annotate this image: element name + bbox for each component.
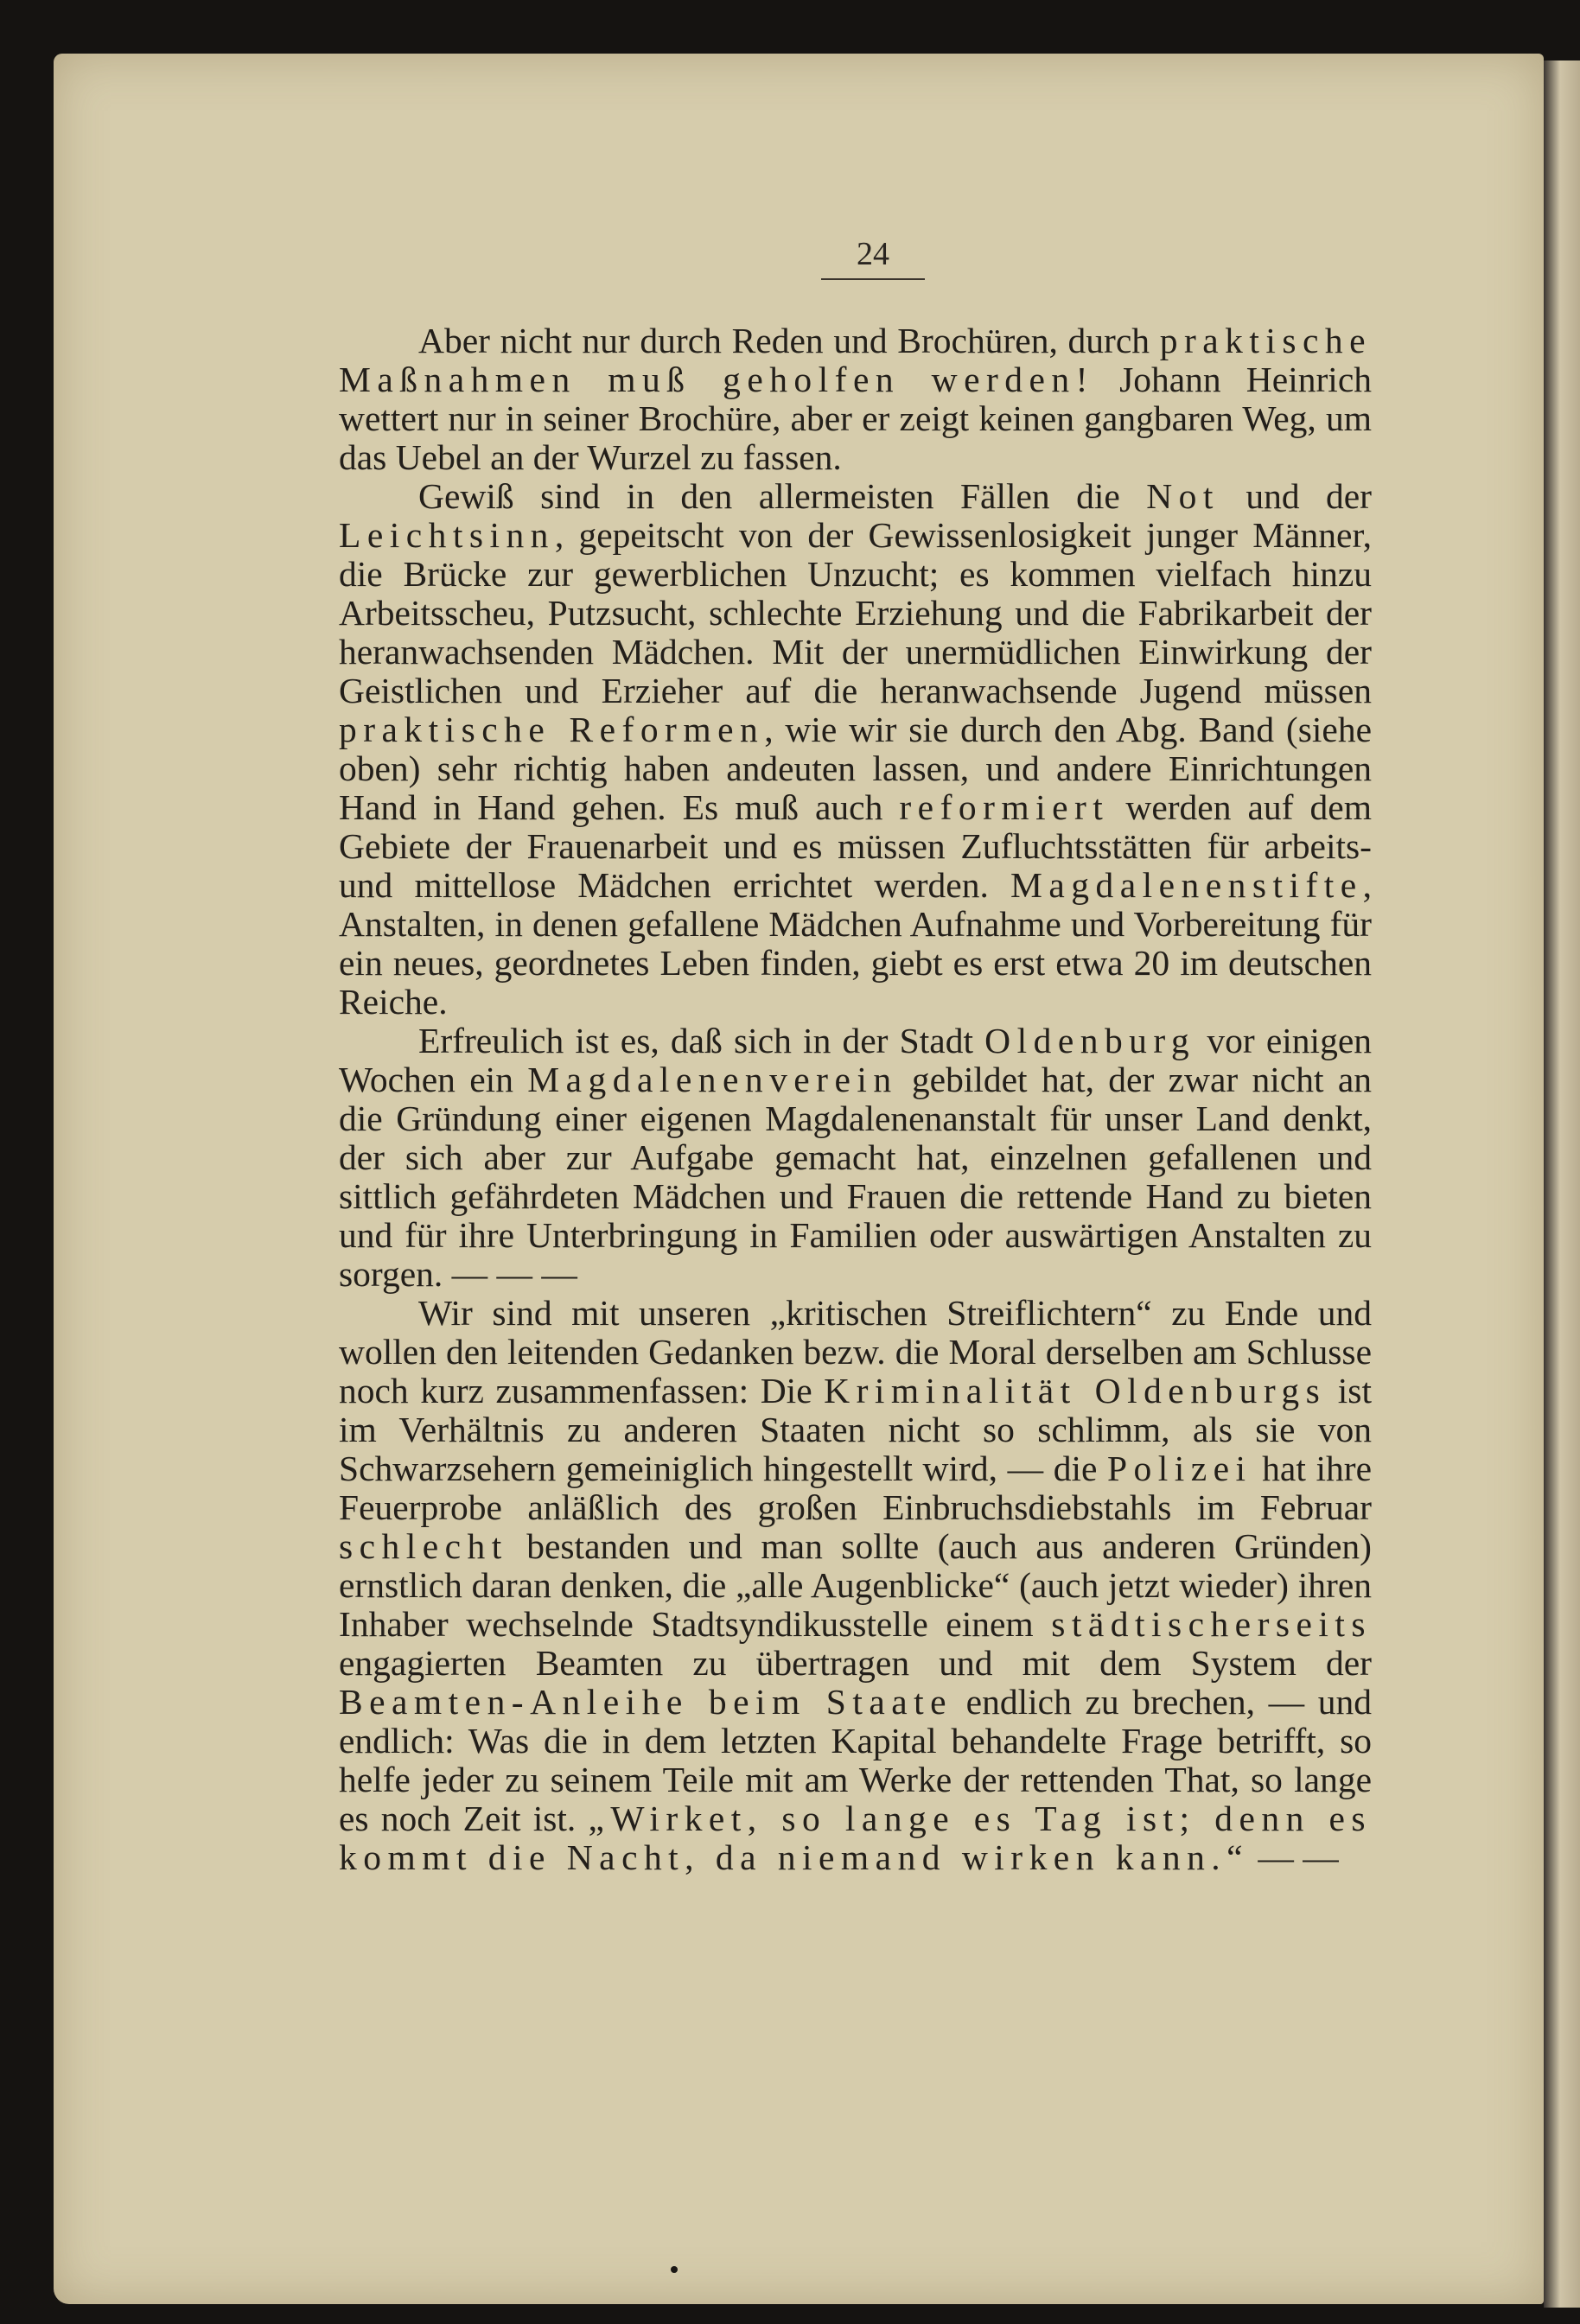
emphasis-text: praktische Maßnahmen muß geholfen werden! — [339, 321, 1372, 399]
emphasis-text: reformiert — [899, 787, 1110, 827]
paragraph-3: Erfreulich ist es, daß sich in der Stadt Oldenburg vor einigen Wochen ein Magdalenenverein gebildet hat, der zwar nicht an die Gründung einer eigenen Magdalenenanstalt für unser Land denkt, der sich aber zur Aufgabe gemacht hat, einzelnen gefallenen und sittlich gefährdeten Mädchen und Frauen die rettende Hand zu bieten und für ihre Unterbringung in Familien oder auswärtigen Anstalten zu sorgen. — — — — [339, 1021, 1372, 1294]
emphasis-text: städtischerseits — [1051, 1604, 1372, 1644]
paragraph-1: Aber nicht nur durch Reden und Brochüren, durch praktische Maßnahmen muß geholfen werden! Johann Heinrich wettert nur in seiner Brochüre, aber er zeigt keinen gangbaren Weg, um das Uebel an der Wurzel zu fassen. — [339, 321, 1372, 477]
emphasis-text: Magdalenenverein — [527, 1060, 898, 1099]
next-page-edge — [1544, 60, 1580, 2308]
emphasis-text: Polizei — [1107, 1449, 1252, 1488]
paragraph-2: Gewiß sind in den allermeisten Fällen die Not und der Leichtsinn, gepeitscht von der Gewissenlosigkeit junger Männer, die Brücke zur gewerblichen Unzucht; es kommen vielfach hinzu Arbeitsscheu, Putzsucht, schlechte Erziehung und die Fabrikarbeit der heranwachsenden Mädchen. Mit der unermüdlichen Einwirkung der Geistlichen und Erzieher auf die heranwachsende Jugend müssen praktische Reformen, wie wir sie durch den Abg. Band (siehe oben) sehr richtig haben andeuten lassen, und andere Einrichtungen Hand in Hand gehen. Es muß auch reformiert werden auf dem Gebiete der Frauenarbeit und es müssen Zufluchtsstätten für arbeits- und mittellose Mädchen errichtet werden. Magdalenenstifte, Anstalten, in denen gefallene Mädchen Aufnahme und Vorbereitung für ein neues, geordnetes Leben finden, giebt es erst etwa 20 im deutschen Reiche. — [339, 476, 1372, 1022]
emphasis-text: schlecht — [339, 1526, 508, 1566]
page-number: 24 — [821, 235, 925, 280]
emphasis-text: Beamten-Anleihe beim Staate — [339, 1682, 953, 1722]
emphasis-text: Oldenburg — [984, 1021, 1196, 1060]
emphasis-text: Not — [1146, 476, 1220, 516]
emphasis-text: „Wirket, so lange es Tag ist; denn es kommt die Nacht, da niemand wirken kann.“ — [339, 1799, 1372, 1877]
emphasis-text: Leichtsinn — [339, 515, 555, 555]
body-text — [339, 322, 1372, 1877]
emphasis-text: Kriminalität Oldenburgs — [824, 1371, 1327, 1410]
emphasis-text: praktische Reformen — [339, 710, 765, 749]
ink-dot — [671, 2266, 678, 2273]
emphasis-text: Magdalenenstifte — [1010, 865, 1363, 905]
paragraph-4: Wir sind mit unseren „kritischen Streiflichtern“ zu Ende und wollen den leitenden Gedanken bezw. die Moral derselben am Schlusse noch kurz zusammenfassen: Die Kriminalität Oldenburgs ist im Verhältnis zu anderen Staaten nicht so schlimm, als sie von Schwarzsehern gemeiniglich hingestellt wird, — die Polizei hat ihre Feuerprobe anläßlich des großen Einbruchsdiebstahls im Februar schlecht bestanden und man sollte (auch aus anderen Gründen) ernstlich daran denken, die „alle Augenblicke“ (auch jetzt wieder) ihren Inhaber wechselnde Stadtsyndikusstelle einem städtischerseits engagierten Beamten zu übertragen und mit dem System der Beamten-Anleihe beim Staate endlich zu brechen, — und endlich: Was die in dem letzten Kapital behandelte Frage betrifft, so helfe jeder zu seinem Teile mit am Werke der rettenden That, so lange es noch Zeit ist. „Wirket, so lange es Tag ist; denn es kommt die Nacht, da niemand wirken kann.“ — — — [339, 1293, 1372, 1877]
